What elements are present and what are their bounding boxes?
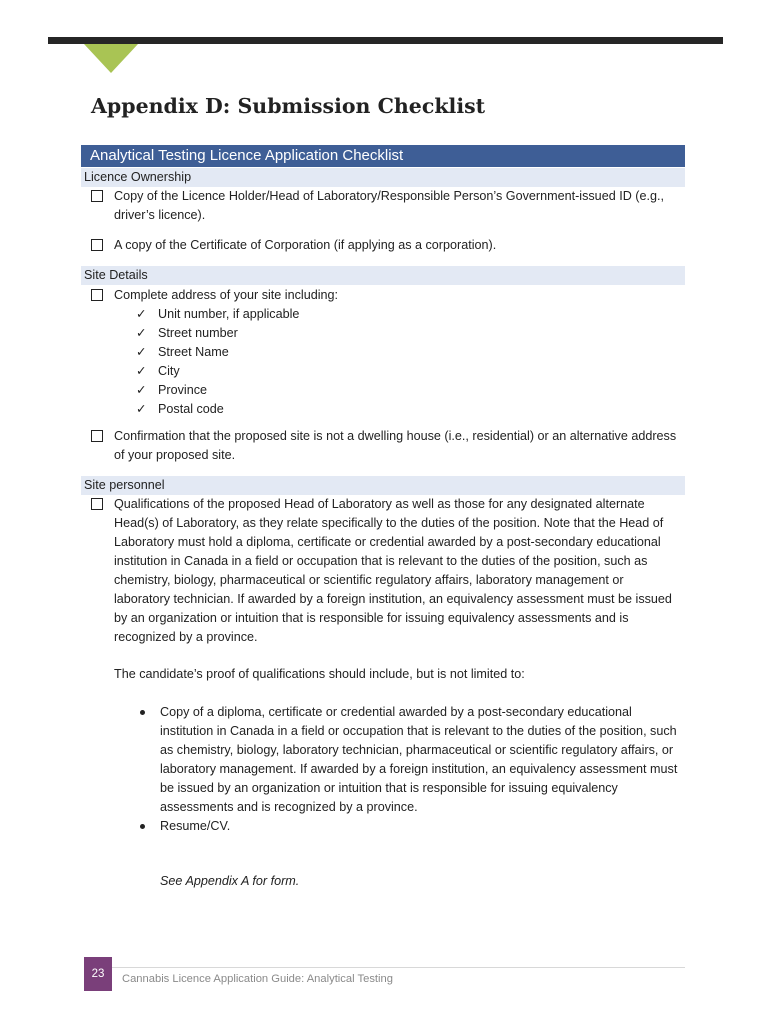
bullet-icon (140, 824, 145, 829)
checkbox-icon[interactable] (91, 430, 103, 442)
list-item: ✓ City (136, 362, 299, 381)
checkmark-icon: ✓ (136, 345, 147, 359)
list-item: Resume/CV. (137, 817, 680, 836)
item-text: Qualifications of the proposed Head of Laboratory as well as those for any designated alternate Head(s) of Laboratory, as they relate specifically to the duties of the position. Note that the Head of Laboratory must hold a diploma, certificate or credential awarded by a post-secondary educational institution in Canada in a field or occupation that is relevant to the duties of the position, such as chemistry, biology, pharmaceutical or scientific regulatory affairs, laboratory management or laboratory technician. If awarded by a foreign institution, an equivalency assessment must be issued by an organization or intuition that is responsible for issuing equivalency assessments and is recognized by a province. (114, 497, 672, 644)
see-appendix-note: See Appendix A for form. (160, 874, 300, 888)
item-text: Copy of the Licence Holder/Head of Laboratory/Responsible Person’s Government-issued ID (e.g., driver’s licence). (114, 189, 664, 222)
list-item: ✓ Street Name (136, 343, 299, 362)
checkmark-icon: ✓ (136, 402, 147, 416)
list-item: ✓ Street number (136, 324, 299, 343)
list-item: ✓ Province (136, 381, 299, 400)
section-licence-ownership: Licence Ownership (81, 168, 685, 187)
checkmark-icon: ✓ (136, 326, 147, 340)
section-site-personnel: Site personnel (81, 476, 685, 495)
checklist-header: Analytical Testing Licence Application Checklist (81, 145, 685, 167)
checkbox-icon[interactable] (91, 239, 103, 251)
proof-intro: The candidate’s proof of qualifications should include, but is not limited to: (114, 667, 525, 681)
proof-list (137, 703, 680, 836)
footer-rule (112, 967, 685, 968)
checkbox-icon[interactable] (91, 498, 103, 510)
checkbox-icon[interactable] (91, 289, 103, 301)
green-triangle-decoration (84, 44, 138, 73)
item-text: Complete address of your site including: (114, 288, 339, 302)
checkbox-icon[interactable] (91, 190, 103, 202)
top-rule (48, 37, 723, 44)
checkmark-icon: ✓ (136, 307, 147, 321)
list-item: ✓ Unit number, if applicable (136, 305, 299, 324)
page-number: 23 (84, 957, 112, 991)
list-item: Copy of a diploma, certificate or credential awarded by a post-secondary educational institution in Canada in a field or occupation that is relevant to the duties of the position, such as chemistry, biology, laboratory technician, pharmaceutical or scientific regulatory affairs, or laboratory management. If awarded by a foreign institution, an equivalency assessment must be issued by an organization or intuition that is responsible for issuing equivalency assessments and is recognized by a province. (137, 703, 680, 817)
footer-title: Cannabis Licence Application Guide: Analytical Testing (122, 973, 393, 985)
checkmark-icon: ✓ (136, 383, 147, 397)
list-item: ✓ Postal code (136, 400, 299, 419)
page-title: Appendix D: Submission Checklist (91, 94, 486, 118)
section-site-details: Site Details (81, 266, 685, 285)
address-parts-list (136, 305, 299, 419)
checkmark-icon: ✓ (136, 364, 147, 378)
bullet-icon (140, 710, 145, 715)
item-text: A copy of the Certificate of Corporation (if applying as a corporation). (114, 238, 497, 252)
item-text: Confirmation that the proposed site is not a dwelling house (i.e., residential) or an alternative address of your proposed site. (114, 429, 677, 462)
